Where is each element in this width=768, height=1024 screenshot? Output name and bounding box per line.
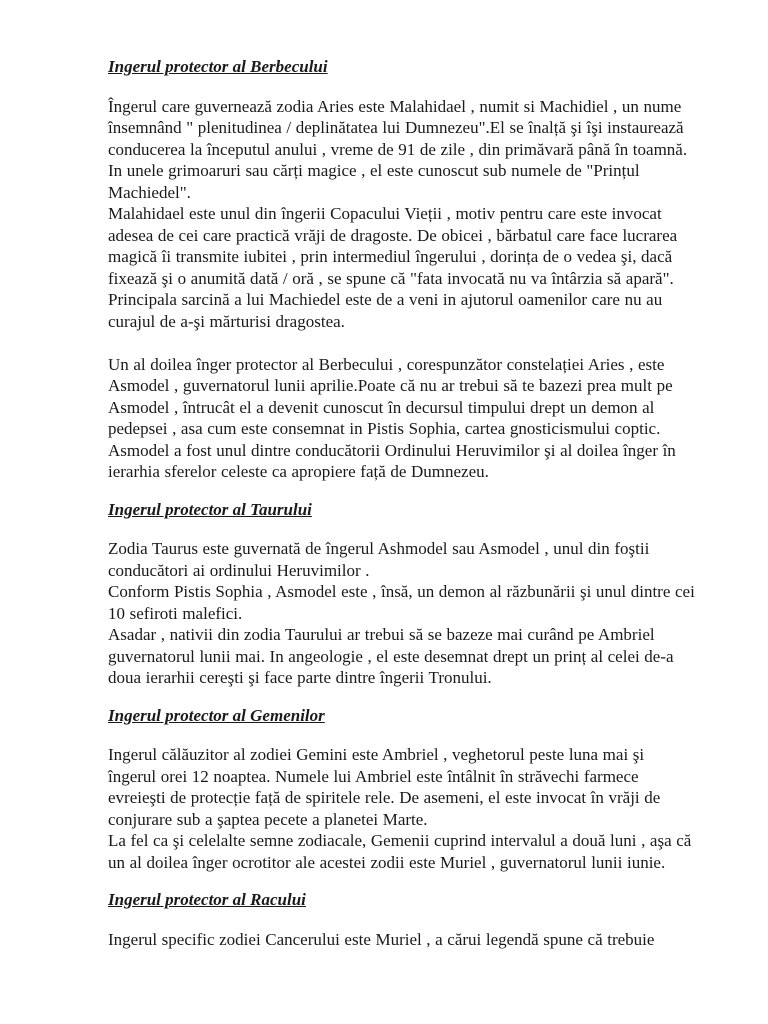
paragraph: Ingerul specific zodiei Cancerului este Muriel , a cărui legendă spune că trebuie [108, 929, 655, 949]
paragraph: Principala sarcină a lui Machiedel este de a veni in ajutorul oamenilor care nu au curajul de a-şi mărturisi dragostea. [108, 290, 663, 331]
paragraph: In unele grimoaruri sau cărți magice , el este cunoscut sub numele de "Prințul Machiedel". [108, 161, 640, 202]
section-heading-taurului: Ingerul protector al Taurului [108, 499, 312, 519]
paragraph: Îngerul care guvernează zodia Aries este Malahidael , numit si Machidiel , un nume însemnând " plenitudinea / deplinătatea lui Dumnezeu".El se înalță şi îşi instaurează conducerea la începutul anului , vreme de 91 de zile , din primăvară până în toamnă. [108, 96, 688, 159]
section-heading-racului: Ingerul protector al Racului [108, 890, 306, 909]
paragraph: Asadar , nativii din zodia Taurului ar trebui să se bazeze mai curând pe Ambriel guvernatorul lunii mai. In angeologie , el este desemnat drept un prinț al celei de-a doua ierarhii cereşti şi face parte dintre îngerii Tronului. [108, 625, 674, 687]
blank-line [108, 332, 696, 354]
section-racului [108, 889, 696, 950]
section-heading-berbecului: Ingerul protector al Berbecului [108, 57, 328, 76]
paragraph: Malahidael este unul din îngerii Copacului Vieții , motiv pentru care este invocat adesea de cei care practică vrăji de dragoste. De obicei , bărbatul care face lucrarea magică îi transmite iubitei , prin intermediul îngerului , dorința de o vedea şi, dacă fixează şi o anumită dată / oră , se spune că "fata invocată nu va întârzia să apară". [108, 204, 678, 288]
paragraph: Conform Pistis Sophia , Asmodel este , însă, un demon al răzbunării şi unul dintre cei 10 sefiroti malefici. [108, 582, 695, 623]
paragraph: Zodia Taurus este guvernată de îngerul Ashmodel sau Asmodel , unul din foştii conducători ai ordinului Heruvimilor . [108, 539, 650, 580]
section-gemenilor [108, 705, 696, 874]
paragraph: Asmodel a fost unul dintre conducătorii Ordinului Heruvimilor şi al doilea înger în ierarhia sferelor celeste ca apropiere față de Dumnezeu. [108, 440, 676, 481]
section-heading-gemenilor: Ingerul protector al Gemenilor [108, 705, 325, 725]
paragraph: Ingerul călăuzitor al zodiei Gemini este Ambriel , veghetorul peste luna mai şi îngerul orei 12 noaptea. Numele lui Ambriel este întâlnit în străvechi farmece evreieşti de protecție față de spiritele rele. De asemeni, el este invocat în vrăji de conjurare sub a şaptea pecete a planetei Marte. [108, 745, 661, 829]
paragraph: La fel ca şi celelalte semne zodiacale, Gemenii cuprind intervalul a două luni , aşa că un al doilea înger ocrotitor ale acestei zodii este Muriel , guvernatorul lunii iunie. [108, 831, 692, 872]
paragraph: Un al doilea înger protector al Berbecului , corespunzător constelației Aries , este Asmodel , guvernatorul lunii aprilie.Poate că nu ar trebui să te bazezi prea mult pe Asmodel , întrucât el a devenit cunoscut în decursul timpului drept un demon al pedepsei , asa cum este consemnat in Pistis Sophia, cartea gnosticismului coptic. [108, 354, 673, 438]
section-taurului [108, 499, 696, 689]
section-berbecului [108, 56, 696, 483]
